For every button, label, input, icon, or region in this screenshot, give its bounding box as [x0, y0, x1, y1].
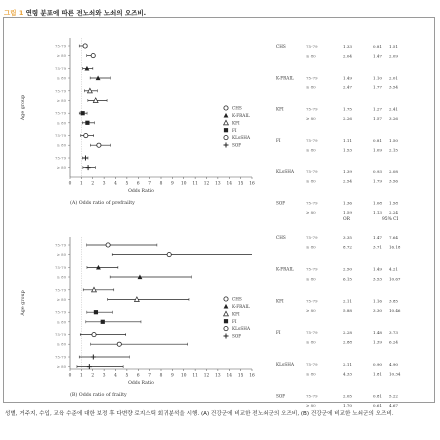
- table-ci-high: 2.41: [389, 106, 398, 112]
- y-axis-label: Age group: [21, 290, 26, 316]
- legend-marker: [224, 319, 228, 323]
- x-tick-label: 9: [171, 181, 174, 187]
- table-or-value: 1.59: [343, 209, 352, 215]
- table-index-name: KLoSHA: [276, 169, 294, 175]
- legend-entry: CHS: [232, 105, 242, 111]
- table-ci-low: 1.79: [373, 178, 382, 184]
- table-ci-high: 3.56: [389, 178, 398, 184]
- x-tick-label: 2: [91, 373, 95, 379]
- row-age-label: ≥ 80: [56, 341, 66, 347]
- table-ci-low: 1.13: [373, 209, 382, 215]
- table-or-value: 2.88: [343, 339, 352, 345]
- table-ci-low: 3.53: [373, 276, 382, 282]
- x-tick-label: 15: [237, 373, 244, 379]
- legend-marker: [224, 128, 228, 132]
- x-tick-label: 13: [215, 373, 221, 379]
- table-ci-low: 0.61: [373, 403, 382, 409]
- table-ci-high: 3.26: [389, 116, 398, 121]
- table-age: 75-79: [306, 169, 318, 175]
- row-age-label: 75-79: [55, 264, 66, 270]
- row-age-label: 75-79: [55, 65, 66, 71]
- or-point-circle-open: [117, 342, 121, 346]
- x-tick-label: 0: [68, 373, 72, 379]
- table-ci-high: 7.64: [389, 235, 398, 240]
- table-ci-low: 3.30: [373, 308, 382, 313]
- figure-title-text: 연령 분포에 따른 전노쇠와 노쇠의 오즈비.: [25, 9, 147, 17]
- x-tick-label: 11: [192, 373, 198, 379]
- table-or-value: 1.11: [343, 137, 352, 143]
- table-ci-low: 1.27: [373, 106, 382, 112]
- row-age-label: 75-79: [55, 242, 66, 248]
- x-tick-label: 11: [192, 181, 198, 187]
- x-tick-label: 0: [68, 181, 72, 187]
- table-or-value: 6.15: [343, 276, 352, 282]
- table-ci-high: 1.58: [389, 200, 398, 206]
- row-age-label: 75-79: [55, 43, 66, 49]
- table-ci-high: 5.22: [389, 393, 398, 399]
- row-age-label: 75-79: [55, 309, 66, 315]
- table-or-value: 2.26: [343, 116, 352, 121]
- table-ci-low: 1.08: [373, 200, 382, 206]
- row-age-label: 75-79: [55, 332, 66, 338]
- x-tick-label: 8: [159, 373, 163, 379]
- row-age-label: ≥ 80: [56, 75, 66, 81]
- or-point-circle-open: [97, 143, 101, 147]
- x-tick-label: 8: [159, 181, 163, 187]
- table-ci-high: 10.46: [389, 308, 401, 313]
- legend-entry: SOF: [232, 142, 242, 148]
- row-age-label: 75-79: [55, 110, 66, 116]
- table-ci-high: 3.73: [389, 330, 398, 336]
- table-age: ≥ 80: [306, 116, 316, 121]
- table-ci-high: 2.15: [389, 147, 398, 153]
- table-ci-low: 0.81: [373, 393, 382, 399]
- x-tick-label: 1: [80, 181, 83, 187]
- legend-entry: KLoSHA: [232, 135, 250, 141]
- panel-subtitle: (A) Odds ratio of prefrailty: [70, 201, 135, 206]
- panel-subtitle: (B) Odds ratio of frailty: [70, 393, 127, 398]
- x-tick-label: 1: [80, 373, 83, 379]
- table-ci-high: 2.01: [389, 75, 398, 81]
- table-ci-high: 4.90: [389, 361, 398, 367]
- x-tick-label: 10: [181, 181, 187, 187]
- table-age: ≥ 80: [306, 371, 316, 377]
- legend-entry: FI: [232, 127, 237, 133]
- row-age-label: ≥ 80: [56, 142, 66, 148]
- table-ci-low: 1.57: [373, 116, 382, 121]
- x-tick-label: 9: [171, 373, 174, 379]
- table-age: 75-79: [306, 75, 318, 81]
- table-or-value: 2.05: [343, 393, 352, 399]
- table-or-value: 1.49: [343, 75, 352, 81]
- table-age: ≥ 80: [306, 403, 316, 409]
- x-tick-label: 12: [203, 181, 210, 187]
- table-or-value: 2.54: [343, 178, 352, 184]
- table-index-name: K-FRAIL: [276, 266, 294, 272]
- table-ci-low: 1.16: [373, 298, 382, 304]
- table-ci-low: 1.47: [373, 235, 382, 240]
- legend-entry: KLoSHA: [232, 326, 250, 332]
- table-ci-low: 1.39: [373, 339, 382, 345]
- table-index-name: KFI: [276, 298, 284, 304]
- legend-entry: SOF: [232, 333, 242, 339]
- x-tick-label: 5: [125, 373, 129, 379]
- table-age: 75-79: [306, 361, 318, 367]
- table-age: ≥ 80: [306, 308, 316, 313]
- x-tick-label: 6: [136, 373, 140, 379]
- row-age-label: ≥ 80: [56, 296, 66, 302]
- figure-number: 그림 1: [4, 9, 24, 17]
- y-axis-label: Age group: [21, 94, 26, 121]
- table-ci-low: 0.81: [373, 44, 382, 49]
- table-or-value: 4.33: [343, 371, 352, 377]
- table-or-value: 8.72: [343, 244, 352, 250]
- table-ci-low: 3.71: [373, 244, 382, 250]
- table-ci-high: 2.24: [389, 209, 398, 215]
- table-ci-low: 0.90: [373, 361, 382, 367]
- table-or-value: 2.28: [343, 330, 352, 336]
- x-tick-label: 6: [136, 181, 140, 187]
- x-tick-label: 14: [226, 373, 232, 379]
- table-ci-high: 2.08: [389, 169, 398, 175]
- x-tick-label: 4: [114, 373, 117, 379]
- table-age: 75-79: [306, 393, 318, 399]
- table-or-value: 3.35: [343, 235, 352, 240]
- table-ci-low: 0.93: [373, 169, 382, 175]
- legend-marker: [224, 311, 229, 316]
- x-tick-label: 3: [102, 373, 106, 379]
- or-point-plus: [83, 156, 88, 161]
- table-age: 75-79: [306, 106, 318, 112]
- table-or-value: 1.53: [343, 147, 352, 153]
- legend-marker: [224, 143, 229, 148]
- or-point-circle-open: [84, 134, 88, 138]
- x-tick-label: 4: [114, 181, 117, 187]
- table-ci-low: 1.81: [373, 371, 382, 377]
- table-age: ≥ 80: [306, 209, 316, 215]
- row-age-label: 75-79: [55, 354, 66, 360]
- legend-entry: K-FRAIL: [232, 113, 250, 118]
- table-ci-high: 6.24: [389, 339, 398, 345]
- table-age: 75-79: [306, 137, 318, 143]
- table-or-value: 2.11: [343, 298, 352, 304]
- legend-marker: [224, 113, 229, 118]
- table-ci-low: 1.10: [373, 75, 382, 81]
- table-or-value: 1.70: [343, 403, 352, 409]
- table-ci-low: 0.81: [373, 137, 382, 143]
- table-or-value: 2.47: [343, 84, 352, 90]
- x-tick-label: 14: [226, 181, 232, 187]
- row-age-label: ≥ 80: [56, 165, 66, 171]
- legend-marker: [224, 106, 228, 110]
- table-ci-low: 1.09: [373, 147, 382, 153]
- legend-entry: KFI: [232, 120, 240, 126]
- table-age: ≥ 80: [306, 147, 316, 153]
- legend-marker: [224, 327, 228, 331]
- row-age-label: 75-79: [55, 155, 66, 161]
- table-age: 75-79: [306, 235, 318, 240]
- row-age-label: ≥ 80: [56, 274, 66, 280]
- table-ci-high: 3.85: [389, 298, 398, 304]
- x-tick-label: 5: [125, 181, 129, 187]
- table-ci-high: 3.54: [389, 84, 398, 90]
- x-tick-label: 13: [215, 181, 221, 187]
- or-point-square-filled: [85, 121, 89, 125]
- x-tick-label: 12: [203, 373, 210, 379]
- table-age: 75-79: [306, 298, 318, 304]
- or-point-circle-open: [91, 54, 95, 58]
- table-or-value: 1.75: [343, 106, 352, 112]
- table-ci-low: 1.49: [373, 266, 382, 272]
- table-ci-low: 1.48: [373, 330, 382, 336]
- table-ci-low: 1.47: [373, 53, 382, 59]
- x-axis-label: Odds Ratio: [128, 381, 154, 386]
- legend-entry: FI: [232, 318, 237, 324]
- or-point-circle-open: [92, 333, 96, 337]
- row-age-label: ≥ 80: [56, 252, 66, 258]
- x-tick-label: 3: [102, 181, 106, 187]
- legend-entry: KFI: [232, 311, 240, 317]
- x-tick-label: 2: [91, 181, 95, 187]
- table-header-ci: 95% CI: [382, 217, 399, 222]
- row-age-label: 75-79: [55, 287, 66, 293]
- row-age-label: 75-79: [55, 88, 66, 94]
- or-point-plus: [87, 364, 92, 369]
- row-age-label: ≥ 80: [56, 319, 66, 325]
- row-age-label: 75-79: [55, 133, 66, 139]
- table-ci-high: 10.67: [389, 276, 401, 282]
- table-ci-high: 10.34: [389, 371, 401, 377]
- x-tick-label: 7: [148, 373, 151, 379]
- or-point-square-filled: [81, 111, 85, 115]
- row-age-label: ≥ 80: [56, 364, 66, 370]
- table-ci-high: 4.21: [389, 266, 398, 272]
- table-or-value: 5.88: [343, 308, 352, 313]
- table-header-or: OR: [343, 217, 350, 222]
- table-age: 75-79: [306, 44, 318, 49]
- x-tick-label: 10: [181, 373, 187, 379]
- table-or-value: 2.11: [343, 361, 352, 367]
- legend-marker: [224, 136, 228, 140]
- x-tick-label: 16: [249, 181, 255, 187]
- table-index-name: FI: [276, 330, 281, 336]
- x-axis-label: Odds Ratio: [128, 189, 154, 194]
- figure-caption: 성별, 거주지, 수입, 교육 수준에 대한 보정 후 다변량 로지스틱 회귀분석을 시행. (A) 건강군에 비교한 전노쇠군의 오즈비, (B) 건강군에 비교한 노쇠군의 오즈비.: [5, 411, 394, 417]
- table-ci-high: 1.51: [389, 44, 398, 49]
- legend-marker: [224, 304, 229, 309]
- or-point-plus: [91, 355, 96, 360]
- legend-marker: [224, 297, 228, 301]
- table-ci-low: 1.77: [373, 84, 382, 90]
- table-age: 75-79: [306, 266, 318, 272]
- table-ci-high: 1.50: [389, 137, 398, 143]
- row-age-label: ≥ 80: [56, 97, 66, 103]
- table-index-name: K-FRAIL: [276, 75, 294, 81]
- legend-marker: [224, 334, 229, 339]
- table-index-name: FI: [276, 137, 281, 143]
- table-index-name: KLoSHA: [276, 361, 294, 367]
- table-ci-high: 2.09: [389, 53, 398, 59]
- or-point-square-filled: [101, 320, 105, 324]
- or-point-square-filled: [94, 310, 98, 314]
- legend-marker: [224, 120, 229, 125]
- x-tick-label: 15: [237, 181, 244, 187]
- or-point-circle-open: [167, 253, 171, 257]
- table-index-name: KFI: [276, 106, 284, 112]
- x-tick-label: 16: [249, 373, 255, 379]
- table-index-name: SOF: [276, 393, 286, 399]
- or-point-circle-open: [83, 44, 87, 48]
- table-or-value: 2.50: [343, 266, 352, 272]
- table-age: ≥ 80: [306, 276, 316, 282]
- table-age: 75-79: [306, 330, 318, 336]
- legend-entry: K-FRAIL: [232, 304, 250, 309]
- legend-entry: CHS: [232, 296, 242, 302]
- row-age-label: ≥ 80: [56, 120, 66, 126]
- or-point-plus: [86, 165, 91, 170]
- x-tick-label: 7: [148, 181, 151, 187]
- table-ci-high: 16.18: [389, 244, 401, 250]
- table-index-name: CHS: [276, 235, 286, 240]
- table-or-value: 1.33: [343, 44, 352, 49]
- table-age: ≥ 80: [306, 53, 316, 59]
- table-age: ≥ 80: [306, 84, 316, 90]
- table-age: ≥ 80: [306, 178, 316, 184]
- table-index-name: SOF: [276, 200, 286, 206]
- table-age: 75-79: [306, 200, 318, 206]
- row-age-label: ≥ 80: [56, 53, 66, 59]
- table-age: ≥ 80: [306, 244, 316, 250]
- table-or-value: 1.39: [343, 169, 352, 175]
- table-ci-high: 4.67: [389, 403, 398, 409]
- table-or-value: 2.04: [343, 53, 352, 59]
- table-index-name: CHS: [276, 44, 286, 49]
- table-or-value: 1.36: [343, 200, 352, 206]
- or-point-circle-open: [106, 243, 110, 247]
- table-age: ≥ 80: [306, 339, 316, 345]
